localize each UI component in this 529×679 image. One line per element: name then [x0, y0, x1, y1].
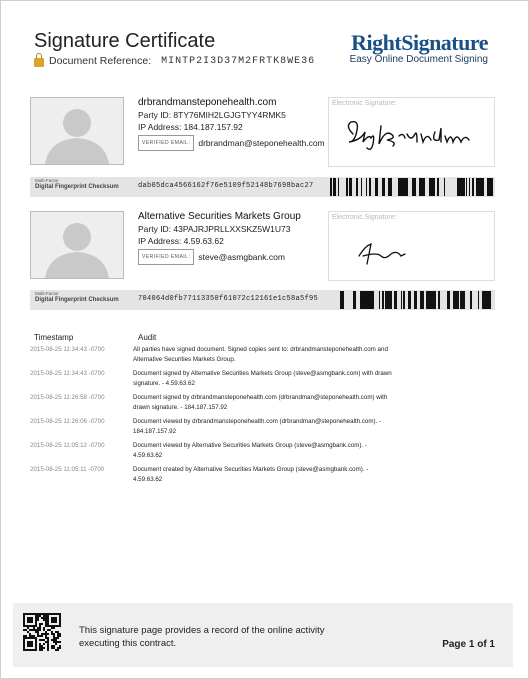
- signature-image: [341, 226, 486, 274]
- ip-address: IP Address: 184.187.157.92: [138, 122, 243, 132]
- footer-text: This signature page provides a record of the online activity executing this contract.: [79, 625, 325, 649]
- fingerprint-checksum: dab05dca4566162f76e5109f52148b7698bac27: [138, 182, 314, 190]
- fingerprint-barcode: [330, 291, 493, 309]
- signer-block: [30, 211, 492, 281]
- signature-label: Electronic Signature:: [332, 100, 397, 107]
- verified-email-badge: VERIFIED EMAIL:: [138, 249, 194, 265]
- lock-icon: [34, 58, 44, 67]
- audit-timestamp: 2015-08-25 11:34:43 -0700: [30, 370, 105, 377]
- audit-timestamp: 2015-08-25 11:26:58 -0700: [30, 394, 105, 401]
- audit-log: [30, 345, 500, 489]
- signature-label: Electronic Signature:: [332, 214, 397, 221]
- verified-email-badge: VERIFIED EMAIL:: [138, 135, 194, 151]
- certificate-footer: [13, 603, 513, 667]
- document-reference: [34, 55, 315, 67]
- fingerprint-bar: [30, 290, 495, 310]
- avatar: [30, 97, 124, 165]
- fingerprint-barcode: [330, 178, 493, 196]
- signature-image: [341, 112, 486, 160]
- party-id: Party ID: 8TY76MIH2LGJGTYY4RMK5: [138, 110, 286, 120]
- signer-email: drbrandman@steponehealth.com: [198, 138, 325, 148]
- verified-email: [138, 249, 301, 265]
- signer-block: [30, 97, 492, 167]
- signer-info: [138, 211, 301, 265]
- brand-logo: [350, 30, 488, 65]
- signer-name: drbrandmansteponehealth.com: [138, 97, 277, 108]
- certificate-title: Signature Certificate: [34, 30, 216, 52]
- audit-text: Document signed by Alternative Securities Markets Group (steve@asmgbank.com) with drawn signature. - 4.59.63.62: [133, 370, 392, 387]
- person-silhouette-icon: [31, 212, 123, 278]
- audit-text: Document viewed by drbrandmansteponehealth.com (drbrandman@steponehealth.com). - 184.187.157.92: [133, 418, 382, 435]
- doc-ref-value: MINTP2I3D37M2FRTK8WE36: [161, 55, 316, 67]
- signature-box: [328, 97, 495, 167]
- ip-address: IP Address: 4.59.63.62: [138, 236, 224, 246]
- doc-ref-label: Document Reference:: [49, 55, 152, 67]
- audit-timestamp: 2015-08-25 11:34:43 -0700: [30, 346, 105, 353]
- audit-col-audit: Audit: [138, 333, 157, 342]
- person-silhouette-icon: [31, 98, 123, 164]
- signature-box: [328, 211, 495, 281]
- fingerprint-label-top: Multi-Factor: [35, 178, 59, 183]
- brand-tagline: Easy Online Document Signing: [349, 54, 488, 65]
- audit-timestamp: 2015-08-25 11:05:12 -0700: [30, 442, 105, 449]
- fingerprint-bar: [30, 177, 495, 197]
- audit-timestamp: 2015-08-25 11:26:06 -0700: [30, 418, 105, 425]
- brand-name: RightSignature: [351, 30, 488, 55]
- audit-col-timestamp: Timestamp: [34, 333, 74, 342]
- fingerprint-label: Digital Fingerprint Checksum: [35, 184, 119, 190]
- audit-text: Document created by Alternative Securities Markets Group (steve@asmgbank.com). - 4.59.63.62: [133, 466, 369, 483]
- page-number: Page 1 of 1: [442, 639, 495, 650]
- audit-text: Document viewed by Alternative Securities Markets Group (steve@asmgbank.com). - 4.59.63.62: [133, 442, 367, 459]
- signer-info: [138, 97, 325, 151]
- fingerprint-label: Digital Fingerprint Checksum: [35, 297, 119, 303]
- audit-timestamp: 2015-08-25 11:05:11 -0700: [30, 466, 105, 473]
- audit-text: Document signed by drbrandmansteponehealth.com (drbrandman@steponehealth.com) with drawn signature. - 184.187.157.92: [133, 394, 388, 411]
- avatar: [30, 211, 124, 279]
- audit-text: All parties have signed document. Signed copies sent to: drbrandmansteponehealth.com and Alternative Securities Markets Group.: [133, 346, 388, 363]
- verified-email: [138, 135, 325, 151]
- fingerprint-label-top: Multi-Factor: [35, 291, 59, 296]
- fingerprint-checksum: 704064d0fb77113350f61072c12161e1c58a5f95: [138, 295, 319, 303]
- audit-row: [30, 441, 500, 460]
- qr-code-icon: [23, 613, 61, 651]
- audit-row: [30, 345, 500, 364]
- signer-name: Alternative Securities Markets Group: [138, 211, 301, 222]
- audit-row: [30, 417, 500, 436]
- audit-row: [30, 465, 500, 484]
- audit-row: [30, 369, 500, 388]
- signer-email: steve@asmgbank.com: [198, 252, 285, 262]
- audit-row: [30, 393, 500, 412]
- party-id: Party ID: 43PAJRJPRLLXXSKZ5W1U73: [138, 224, 291, 234]
